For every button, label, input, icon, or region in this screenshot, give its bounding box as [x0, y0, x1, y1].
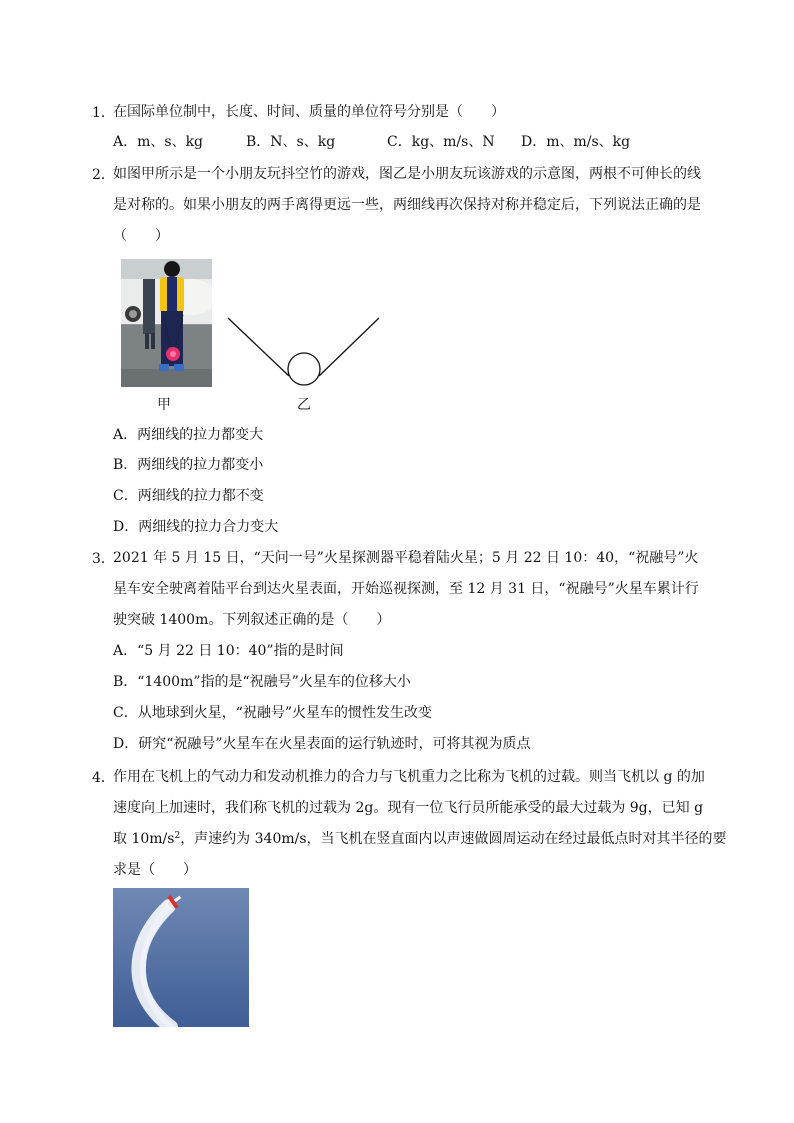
question-1-stem: 在国际单位制中，长度、时间、质量的单位符号分别是（ ）: [113, 104, 505, 120]
figure-jia-caption: 甲: [157, 397, 171, 413]
question-4-stem-line-3-part-2: ，声速约为 340m/s，当飞机在竖直面内以声速做圆周运动在经过最低点时对其半径的要: [180, 831, 727, 847]
question-2-option-a: A．两细线的拉力都变大: [113, 427, 264, 443]
question-2-number: 2．: [92, 167, 115, 183]
question-3-number: 3．: [92, 551, 115, 567]
question-4-stem-line-3-part-1: 取 10m/s: [113, 831, 175, 847]
question-2-stem-line-1: 如图甲所示是一个小朋友玩抖空竹的游戏，图乙是小朋友玩该游戏的示意图，两根不可伸长的线: [113, 166, 701, 182]
airplane-smoke-trail-illustration: [113, 888, 249, 1027]
question-3-option-d: D．研究“祝融号”火星车在火星表面的运行轨迹时，可将其视为质点: [113, 736, 531, 752]
superscript-squared: 2: [174, 831, 181, 841]
figure-airplane-photo: [113, 888, 249, 1027]
question-2-option-b: B．两细线的拉力都变小: [113, 457, 264, 473]
question-2-option-d: D．两细线的拉力合力变大: [113, 519, 279, 535]
question-2-stem-line-2: 是对称的。如果小朋友的两手离得更远一些，两细线再次保持对称并稳定后，下列说法正确的是: [113, 197, 701, 213]
question-3-option-c: C．从地球到火星，“祝融号”火星车的惯性发生改变: [113, 705, 433, 721]
question-1-option-a: A．m、s、kg: [113, 134, 204, 150]
question-1-option-c: C．kg、m/s、N: [387, 134, 495, 150]
question-2-option-c: C．两细线的拉力都不变: [113, 488, 264, 504]
figure-yi-caption: 乙: [297, 397, 311, 413]
question-4-stem-line-1: 作用在飞机上的气动力和发动机推力的合力与飞机重力之比称为飞机的过载。则当飞机以 g 的加: [113, 769, 705, 785]
question-4-stem-line-4: 求是（ ）: [113, 862, 197, 878]
question-4-stem-line-2: 速度向上加速时，我们称飞机的过载为 2g。现有一位飞行员所能承受的最大过载为 9g，已知 g: [113, 800, 704, 816]
question-4-number: 4．: [92, 770, 115, 786]
question-1-option-b: B．N、s、kg: [246, 134, 336, 150]
question-1-option-d: D．m、m/s、kg: [521, 134, 631, 150]
question-3-stem-line-2: 星车安全驶离着陆平台到达火星表面，开始巡视探测，至 12 月 31 日，“祝融号”火星车累计行: [113, 581, 699, 597]
figure-jia-photo: [121, 259, 212, 387]
question-1-number: 1．: [92, 105, 115, 121]
question-4-stem-line-3: [113, 829, 727, 849]
child-diabolo-photo-illustration: [121, 259, 212, 387]
question-3-option-a: A．“5 月 22 日 10：40”指的是时间: [113, 643, 344, 659]
question-3-option-b: B．“1400m”指的是“祝融号”火星车的位移大小: [113, 674, 411, 690]
question-3-stem-line-1: 2021 年 5 月 15 日，“天问一号”火星探测器平稳着陆火星；5 月 22 日 10：40，“祝融号”火: [113, 550, 699, 566]
question-3-stem-line-3: 驶突破 1400m。下列叙述正确的是（ ）: [113, 612, 391, 628]
figure-yi-schematic: [224, 314, 384, 394]
question-2-stem-line-3: （ ）: [113, 228, 169, 244]
